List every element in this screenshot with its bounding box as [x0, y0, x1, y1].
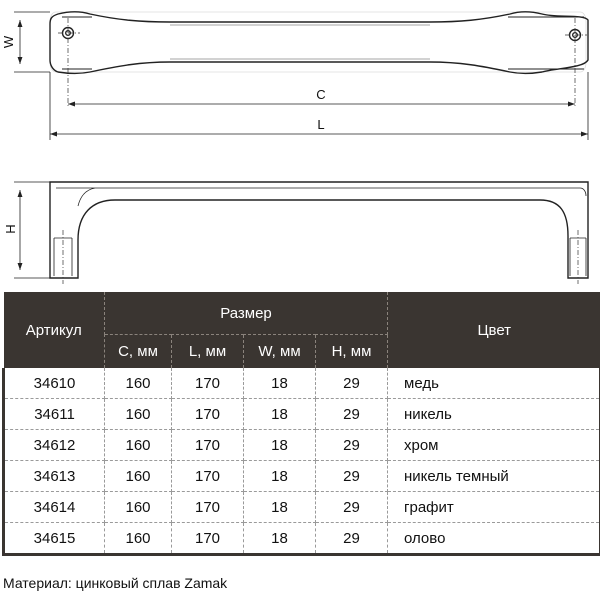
cell-l: 170: [172, 399, 244, 430]
dimension-l-label: L: [317, 117, 325, 132]
cell-l: 170: [172, 461, 244, 492]
dimension-w: [14, 12, 50, 72]
cell-color: никель темный: [388, 461, 600, 492]
cell-article: 34611: [4, 399, 105, 430]
cell-h: 29: [316, 461, 388, 492]
side-view-centerlines: [63, 230, 578, 284]
handle-side-view: [50, 182, 588, 278]
cell-color: графит: [388, 492, 600, 523]
cell-article: 34612: [4, 430, 105, 461]
cell-c: 160: [105, 523, 172, 555]
cell-article: 34613: [4, 461, 105, 492]
table-row: [4, 368, 600, 399]
cell-color: никель: [388, 399, 600, 430]
dimension-w-label: W: [1, 35, 16, 49]
cell-l: 170: [172, 523, 244, 555]
cell-h: 29: [316, 430, 388, 461]
cell-c: 160: [105, 430, 172, 461]
cell-w: 18: [244, 492, 316, 523]
cell-c: 160: [105, 492, 172, 523]
dimension-h-label: H: [3, 224, 18, 234]
cell-h: 29: [316, 492, 388, 523]
header-article: Артикул: [4, 292, 105, 368]
cell-l: 170: [172, 368, 244, 399]
header-l-mm: L, мм: [172, 335, 244, 369]
cell-h: 29: [316, 368, 388, 399]
dimension-c-label: C: [316, 87, 326, 102]
cell-color: медь: [388, 368, 600, 399]
cell-color: хром: [388, 430, 600, 461]
cell-w: 18: [244, 461, 316, 492]
table-row: [4, 461, 600, 492]
header-w-mm: W, мм: [244, 335, 316, 369]
table-row: [4, 523, 600, 555]
cell-h: 29: [316, 523, 388, 555]
cell-l: 170: [172, 492, 244, 523]
cell-article: 34615: [4, 523, 105, 555]
dimension-h: [14, 182, 50, 278]
header-color: Цвет: [388, 292, 600, 368]
cell-color: олово: [388, 523, 600, 555]
cell-c: 160: [105, 399, 172, 430]
cell-l: 170: [172, 430, 244, 461]
cell-w: 18: [244, 368, 316, 399]
cell-w: 18: [244, 399, 316, 430]
handle-technical-drawing: [0, 0, 600, 290]
table-row: [4, 492, 600, 523]
header-c-mm: C, мм: [105, 335, 172, 369]
cell-article: 34610: [4, 368, 105, 399]
cell-w: 18: [244, 523, 316, 555]
header-size-group: Размер: [105, 292, 388, 335]
cell-c: 160: [105, 368, 172, 399]
handle-top-view: [50, 12, 588, 74]
table-row: [4, 399, 600, 430]
header-h-mm: H, мм: [316, 335, 388, 369]
cell-c: 160: [105, 461, 172, 492]
cell-w: 18: [244, 430, 316, 461]
table-row: [4, 430, 600, 461]
cell-article: 34614: [4, 492, 105, 523]
material-note: Материал: цинковый сплав Zamak: [3, 575, 228, 591]
cell-h: 29: [316, 399, 388, 430]
specification-table: [2, 292, 600, 556]
